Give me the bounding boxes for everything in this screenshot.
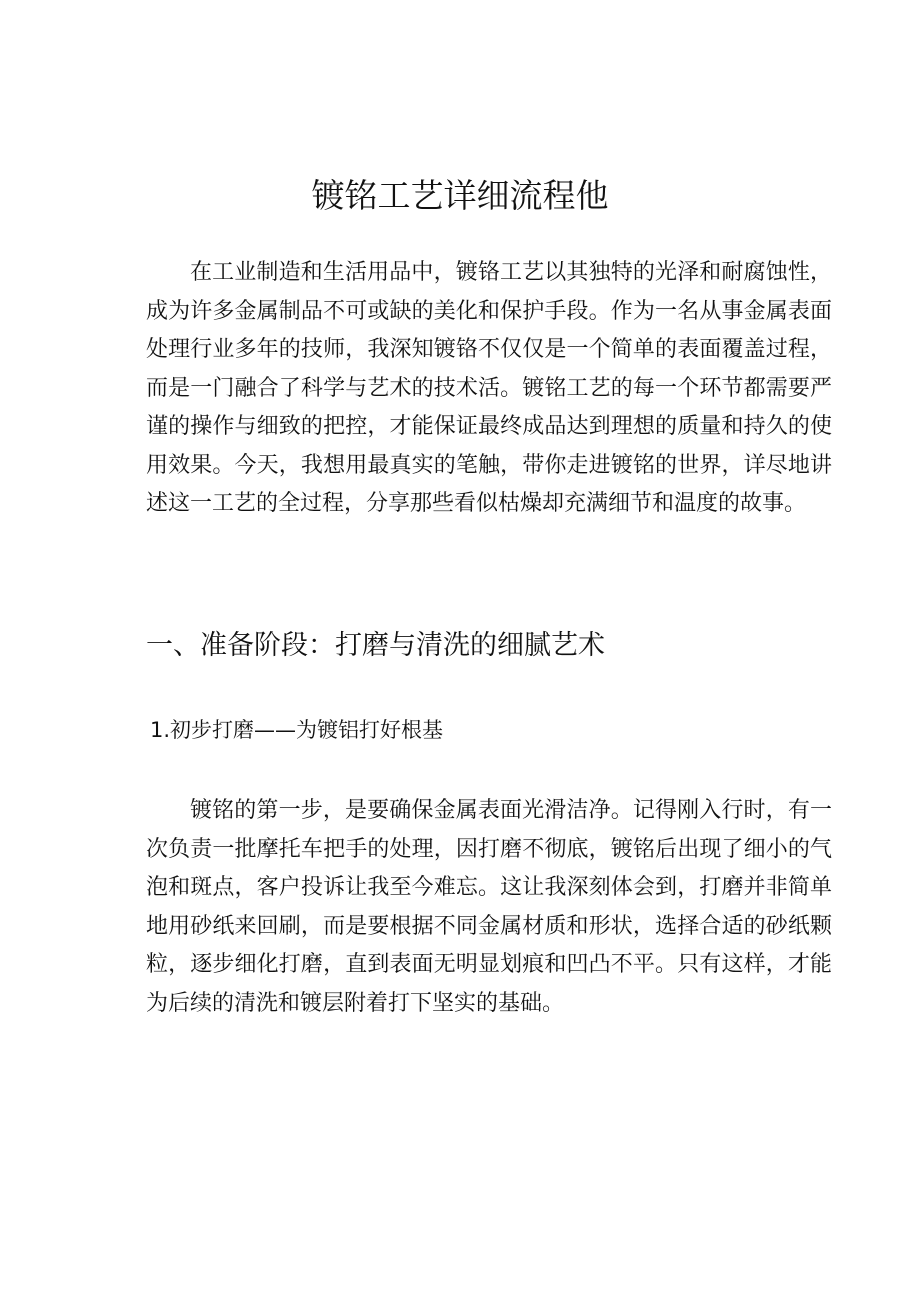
section-heading: 一、准备阶段：打磨与清洗的细腻艺术 xyxy=(146,630,605,661)
document-title: 镀铭工艺详细流程他 xyxy=(311,176,609,215)
intro-paragraph: 在工业制造和生活用品中，镀铬工艺以其独特的光泽和耐腐蚀性，成为许多金属制品不可或缺的美化和保护手段。作为一名从事金属表面处理行业多年的技师，我深知镀铬不仅仅是一个简单的表面覆盖过程，而是一门融合了科学与艺术的技术活。镀铭工艺的每一个环节都需要严谨的操作与细致的把控，才能保证最终成品达到理想的质量和持久的使用效果。今天，我想用最真实的笔触，带你走进镀铭的世界，详尽地讲述这一工艺的全过程，分享那些看似枯燥却充满细节和温度的故事。 xyxy=(146,260,832,516)
subsection-heading: 1.初步打磨——为镀铝打好根基 xyxy=(150,718,444,742)
body-paragraph: 镀铭的第一步，是要确保金属表面光滑洁净。记得刚入行时，有一次负责一批摩托车把手的处理，因打磨不彻底，镀铭后出现了细小的气泡和斑点，客户投诉让我至今难忘。这让我深刻体会到，打磨并非简单地用砂纸来回刷，而是要根据不同金属材质和形状，选择合适的砂纸颗粒，逐步细化打磨，直到表面无明显划痕和凹凸不平。只有这样，才能为后续的清洗和镀层附着打下坚实的基础。 xyxy=(146,798,832,1016)
